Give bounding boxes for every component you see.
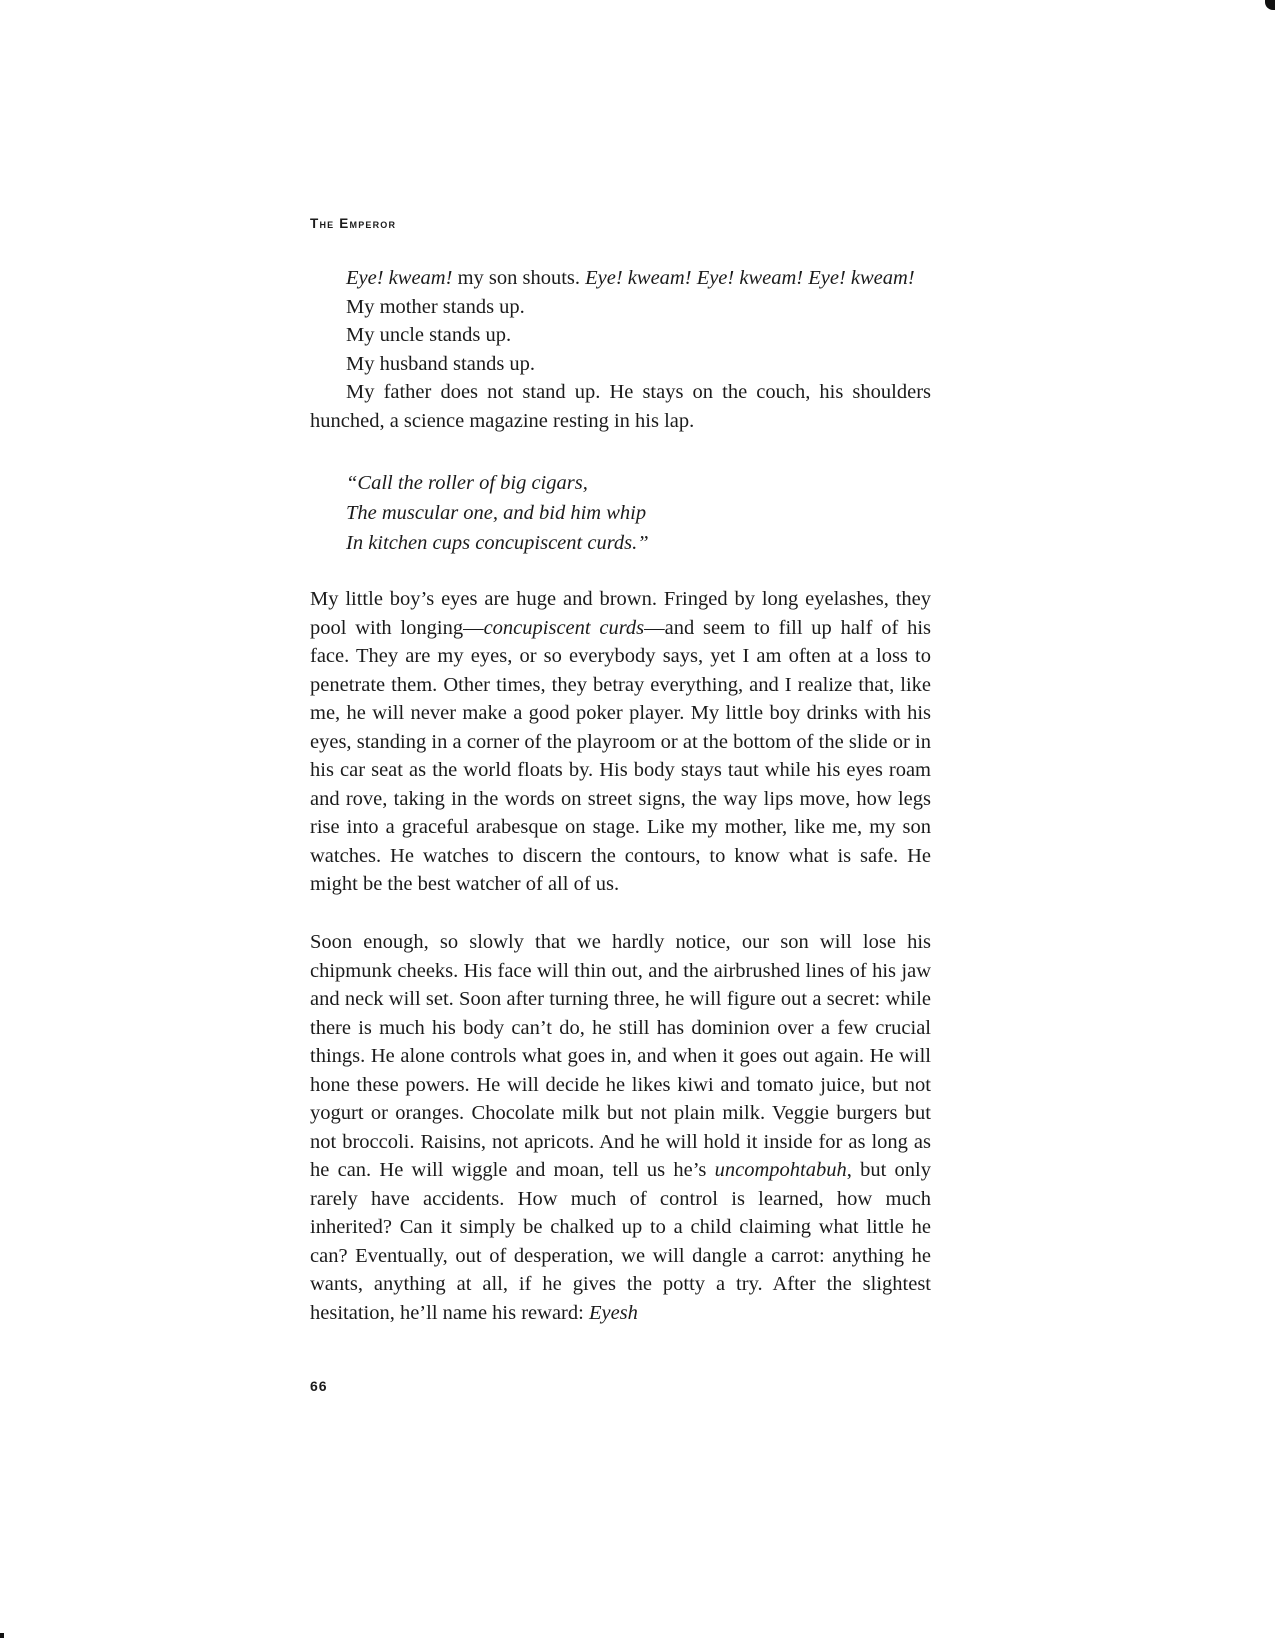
opening-line-1-italic-a: Eye! kweam! xyxy=(346,267,453,289)
running-head: The Emperor xyxy=(310,216,397,231)
paragraph-eyes-part-1: My little boy’s eyes are huge and brown. Fringed by long eyelashes, they pool with longing— xyxy=(310,588,931,639)
opening-line-3: My uncle stands up. xyxy=(346,324,512,346)
paragraph-eyes xyxy=(310,585,931,899)
poem-line-3: In kitchen cups concupiscent curds.” xyxy=(346,532,649,554)
paragraph-control-italic-1: uncompohtabuh xyxy=(714,1159,847,1181)
opening-dialogue xyxy=(310,264,931,435)
opening-line-2: My mother stands up. xyxy=(346,295,525,318)
scan-edge-mark xyxy=(0,1633,4,1638)
paragraph-control xyxy=(310,928,931,1327)
poem-line-2: The muscular one, and bid him whip xyxy=(346,502,647,524)
page-number: 66 xyxy=(310,1378,328,1394)
paragraph-control-part-1: Soon enough, so slowly that we hardly notice, our son will lose his chipmunk cheeks. His face will thin out, and the airbrushed lines of his jaw and neck will set. Soon after turning three, he will figure out a secret: while there is much his body can’t do, he still has dominion over a few crucial things. He alone controls what goes in, and when it goes out again. He will hone these powers. He will decide he likes kiwi and tomato juice, but not yogurt or oranges. Chocolate milk but not plain milk. Veggie burgers but not broccoli. Raisins, not apricots. And he will hold it inside for as long as he can. He will wiggle and moan, tell us he’s xyxy=(310,931,931,1181)
paragraph-eyes-part-2: —and seem to fill up half of his face. They are my eyes, or so everybody says, yet I am often at a loss to penetrate them. Other times, they betray everything, and I realize that, like me, he will never make a good poker player. My little boy drinks with his eyes, standing in a corner of the playroom or at the bottom of the slide or in his car seat as the world floats by. His body stays taut while his eyes roam and rove, taking in the words on street signs, the way lips move, how legs rise into a graceful arabesque on stage. Like my mother, like me, my son watches. He watches to discern the contours, to know what is safe. He might be the best watcher of all of us. xyxy=(310,616,931,895)
opening-line-1-italic-b: Eye! kweam! Eye! kweam! Eye! kweam! xyxy=(585,267,915,289)
paragraph-control-part-2: , but only rarely have accidents. How much of control is learned, how much inherited? Can it simply be chalked up to a child claiming what little he can? Eventually, out of desperation, we will dangle a carrot: anything he wants, anything at all, if he gives the potty a try. After the slightest hesitation, he’ll name his reward: xyxy=(310,1159,931,1324)
scan-corner-mark xyxy=(1265,0,1275,10)
paragraph-control-italic-2: Eyesh xyxy=(588,1301,638,1324)
opening-line-4: My husband stands up. xyxy=(346,352,536,375)
opening-line-5: My father does not stand up. He stays on the couch, his shoulders hunched, a science magazine resting in his lap. xyxy=(310,381,931,432)
opening-line-1 xyxy=(310,264,931,293)
paragraph-eyes-italic: concupiscent curds xyxy=(483,616,645,639)
poem-line-1: “Call the roller of big cigars, xyxy=(346,472,588,494)
opening-line-1-plain: my son shouts. xyxy=(452,267,586,289)
poem-quote xyxy=(346,468,649,558)
